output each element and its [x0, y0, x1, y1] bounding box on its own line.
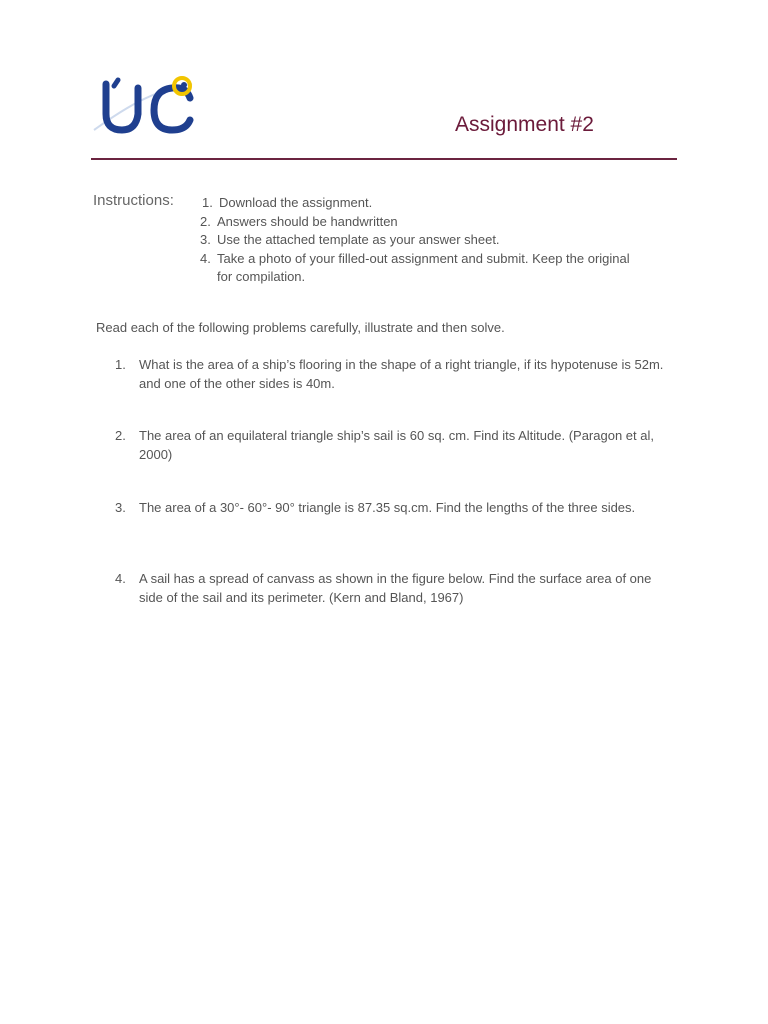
problem-number: 4.: [115, 571, 126, 586]
university-logo: [92, 70, 200, 138]
assignment-title: Assignment #2: [455, 113, 594, 136]
header-divider: [91, 158, 677, 160]
instruction-number: 3.: [200, 232, 211, 247]
instruction-number: 1.: [202, 195, 213, 210]
problem-text: What is the area of a ship’s flooring in the shape of a right triangle, if its hypotenuse is 52m. and one of the other sides is 40m.: [139, 357, 664, 391]
problems-intro: Read each of the following problems carefully, illustrate and then solve.: [96, 320, 505, 335]
instruction-number: 4.: [200, 250, 211, 266]
problem-text: The area of a 30°- 60°- 90° triangle is 87.35 sq.cm. Find the lengths of the three sides.: [139, 500, 636, 515]
instruction-text: Use the attached template as your answer sheet.: [217, 232, 500, 247]
problem-item: [115, 570, 675, 607]
instruction-item: [200, 231, 640, 250]
uc-logo-icon: [92, 70, 200, 138]
problem-number: 2.: [115, 428, 126, 443]
problem-text: The area of an equilateral triangle ship’s sail is 60 sq. cm. Find its Altitude. (Paragon et al, 2000): [139, 428, 654, 462]
problem-text: A sail has a spread of canvass as shown in the figure below. Find the surface area of one side of the sail and its perimeter. (Kern and Bland, 1967): [139, 571, 652, 605]
instructions-list: [200, 194, 640, 287]
problem-item: [115, 356, 675, 393]
problem-item: [115, 499, 675, 518]
instruction-item: [200, 250, 640, 287]
problem-number: 3.: [115, 500, 126, 515]
problem-number: 1.: [115, 357, 126, 372]
problem-item: [115, 427, 675, 464]
instruction-text: Answers should be handwritten: [217, 213, 398, 229]
instruction-item: [202, 194, 640, 213]
instructions-label: Instructions:: [93, 192, 174, 209]
instruction-number: 2.: [200, 213, 211, 229]
instruction-text: Download the assignment.: [219, 195, 373, 210]
instruction-text: Take a photo of your filled-out assignment and submit. Keep the original for compilation.: [217, 250, 630, 284]
instruction-item: [200, 213, 640, 232]
